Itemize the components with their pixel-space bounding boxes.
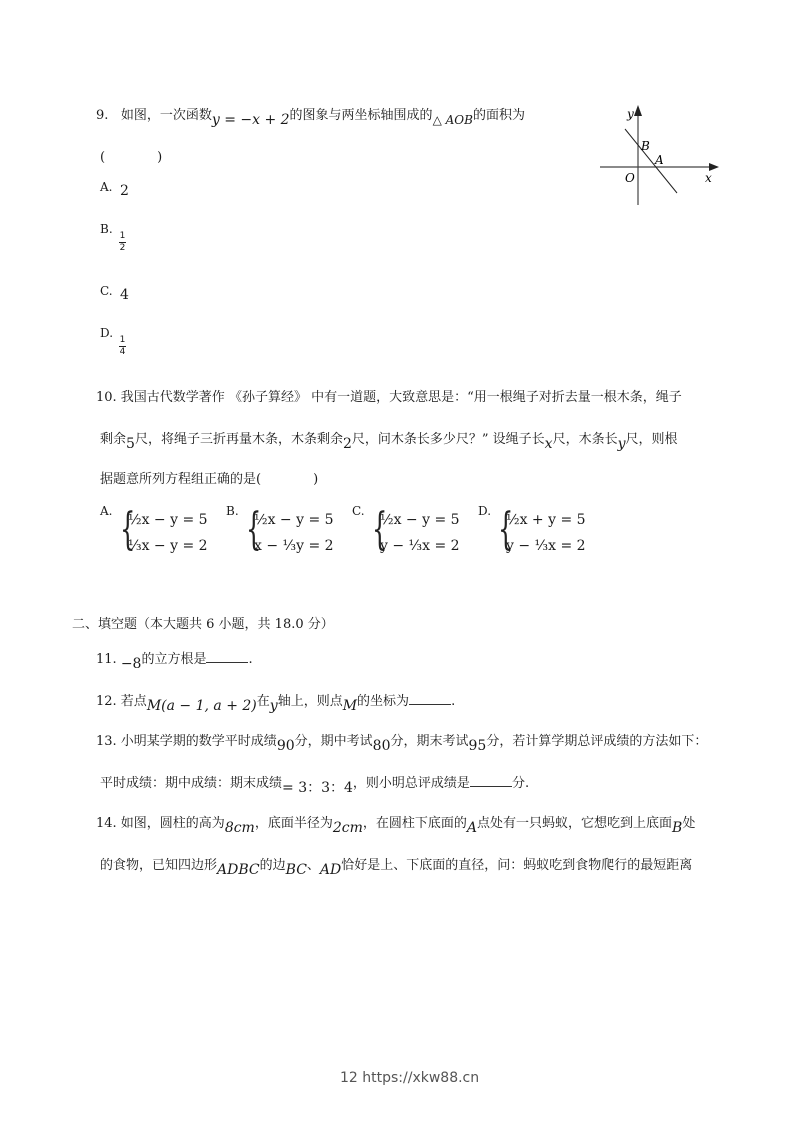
variable: y [617, 436, 626, 452]
point-b-label: B [641, 139, 650, 153]
text: 尺，则根 [625, 432, 678, 447]
equation-1: ½x − y = 5 [380, 512, 460, 528]
q10-line-2 [100, 428, 678, 452]
brace-icon: { [372, 504, 388, 555]
q14-line-1 [96, 812, 696, 836]
q9-formula: y = −x + 2 [211, 112, 290, 128]
q9-option-a-value: 2 [120, 183, 129, 199]
segment: BC [285, 862, 307, 878]
y-axis-label: y [627, 107, 634, 121]
denominator: 2 [119, 243, 126, 253]
q11-text: 的立方根是 [141, 652, 207, 667]
q12-number: 12. 若点 [96, 694, 147, 709]
text: 轴上，则点 [277, 694, 343, 709]
q12-line [96, 690, 456, 714]
answer-blank [470, 774, 512, 787]
text: 的食物，已知四边形 [100, 858, 218, 873]
q9-answer-paren: ( ) [100, 150, 163, 165]
value: 2 [342, 436, 352, 452]
q11-number: 11. [96, 652, 117, 667]
ratio: = 3：3：4 [282, 780, 353, 796]
answer-blank [206, 650, 248, 663]
page-footer: 12 https://xkw88.cn [340, 1070, 480, 1086]
text: 在 [256, 694, 270, 709]
q11-value: −8 [120, 656, 142, 672]
text: 点处有一只蚂蚁，它想吃到上底面 [477, 816, 673, 831]
text: 分，若计算学期总评成绩的方法如下： [486, 734, 708, 749]
q10-option-d-label: D. [478, 504, 492, 518]
value: 5 [126, 436, 135, 452]
text: ，底面半径为 [254, 816, 333, 831]
point-a: A [466, 820, 478, 836]
q10-option-b-system [246, 504, 346, 560]
variable: x [544, 436, 553, 452]
equation-2: ⅓x − y = 2 [128, 538, 208, 554]
text: ，在圆柱下底面的 [362, 816, 467, 831]
point-m: M [342, 698, 358, 714]
text: 分. [511, 776, 530, 791]
brace-icon: { [120, 504, 136, 555]
equation-1: ½x − y = 5 [254, 512, 334, 528]
text: 的坐标为 [357, 694, 410, 709]
score: 80 [372, 738, 391, 754]
text: 分，期中考试 [294, 734, 373, 749]
q10-option-a-label: A. [100, 504, 113, 518]
q12-point: M(a − 1, a + 2) [146, 698, 257, 714]
text: 14. 如图，圆柱的高为 [96, 816, 225, 831]
q9-option-a-label: A. [100, 180, 113, 194]
q9-text: 的图象与两坐标轴围成的 [289, 108, 433, 123]
text: 处 [682, 816, 696, 831]
q9-option-d-fraction [119, 336, 126, 357]
point-a-label: A [655, 153, 664, 167]
q10-option-b-label: B. [226, 504, 239, 518]
text: 尺，问木条长多少尺？” 设绳子长 [351, 432, 545, 447]
brace-icon: { [498, 504, 514, 555]
numerator: 1 [119, 335, 126, 345]
q9-option-c-value: 4 [120, 287, 129, 303]
x-axis-label: x [705, 171, 712, 185]
section-2-title: 二、填空题（本大题共 6 小题，共 18.0 分） [72, 617, 334, 632]
q9-option-c-label: C. [100, 284, 113, 298]
denominator: 4 [119, 347, 126, 357]
text: 13. 小明某学期的数学平时成绩 [96, 734, 277, 749]
q9-option-b-fraction [119, 232, 126, 253]
text: 尺，将绳子三折再量木条，木条剩余 [134, 432, 343, 447]
equation-2: y − ⅓x = 2 [380, 538, 460, 554]
axis: y [269, 698, 278, 714]
q10-option-d-system [498, 504, 598, 560]
quadrilateral: ADBC [217, 862, 260, 878]
text: 剩余 [100, 432, 127, 447]
equation-2: y − ⅓x = 2 [506, 538, 586, 554]
segment: AD [319, 862, 342, 878]
q11-line [96, 648, 253, 672]
q9-triangle: △ AOB [432, 113, 473, 127]
q9-text: 的面积为 [472, 108, 525, 123]
q10-option-c-label: C. [352, 504, 365, 518]
brace-icon: { [246, 504, 262, 555]
q10-option-a-system [120, 504, 220, 560]
numerator: 1 [119, 231, 126, 241]
q9-option-d-label: D. [100, 326, 114, 340]
q14-line-2 [100, 854, 693, 878]
answer-blank [409, 692, 451, 705]
text: 分，期末考试 [390, 734, 469, 749]
score: 95 [468, 738, 487, 754]
text: 的边 [259, 858, 286, 873]
q13-line-1 [96, 730, 708, 754]
q13-line-2 [100, 772, 530, 796]
text: 、 [306, 858, 320, 873]
text: 尺，木条长 [552, 432, 618, 447]
point-b: B [672, 820, 683, 836]
equation-1: ½x + y = 5 [506, 512, 586, 528]
q9-text: 如图，一次函数 [120, 108, 212, 123]
q9-option-b-label: B. [100, 222, 113, 236]
q9-line [96, 104, 525, 128]
text: 平时成绩：期中成绩：期末成绩 [100, 776, 283, 791]
q9-number: 9. [96, 108, 109, 123]
origin-label: O [625, 171, 635, 185]
equation-1: ½x − y = 5 [128, 512, 208, 528]
q10-line-1: 10. 我国古代数学著作 《孙子算经》 中有一道题，大致意思是：“用一根绳子对折去量一根木条，绳子 [96, 390, 682, 405]
equation-2: x − ⅓y = 2 [254, 538, 334, 554]
radius: 2cm [332, 820, 363, 836]
text: 恰好是上、下底面的直径，问：蚂蚁吃到食物爬行的最短距离 [341, 858, 693, 873]
text: ，则小明总评成绩是 [352, 776, 470, 791]
q10-option-c-system [372, 504, 472, 560]
height: 8cm [224, 820, 255, 836]
period: . [451, 694, 456, 709]
q9-coordinate-figure [595, 100, 725, 210]
score: 90 [276, 738, 295, 754]
period: . [248, 652, 253, 667]
q10-line-3: 据题意所列方程组正确的是( ) [100, 472, 319, 487]
